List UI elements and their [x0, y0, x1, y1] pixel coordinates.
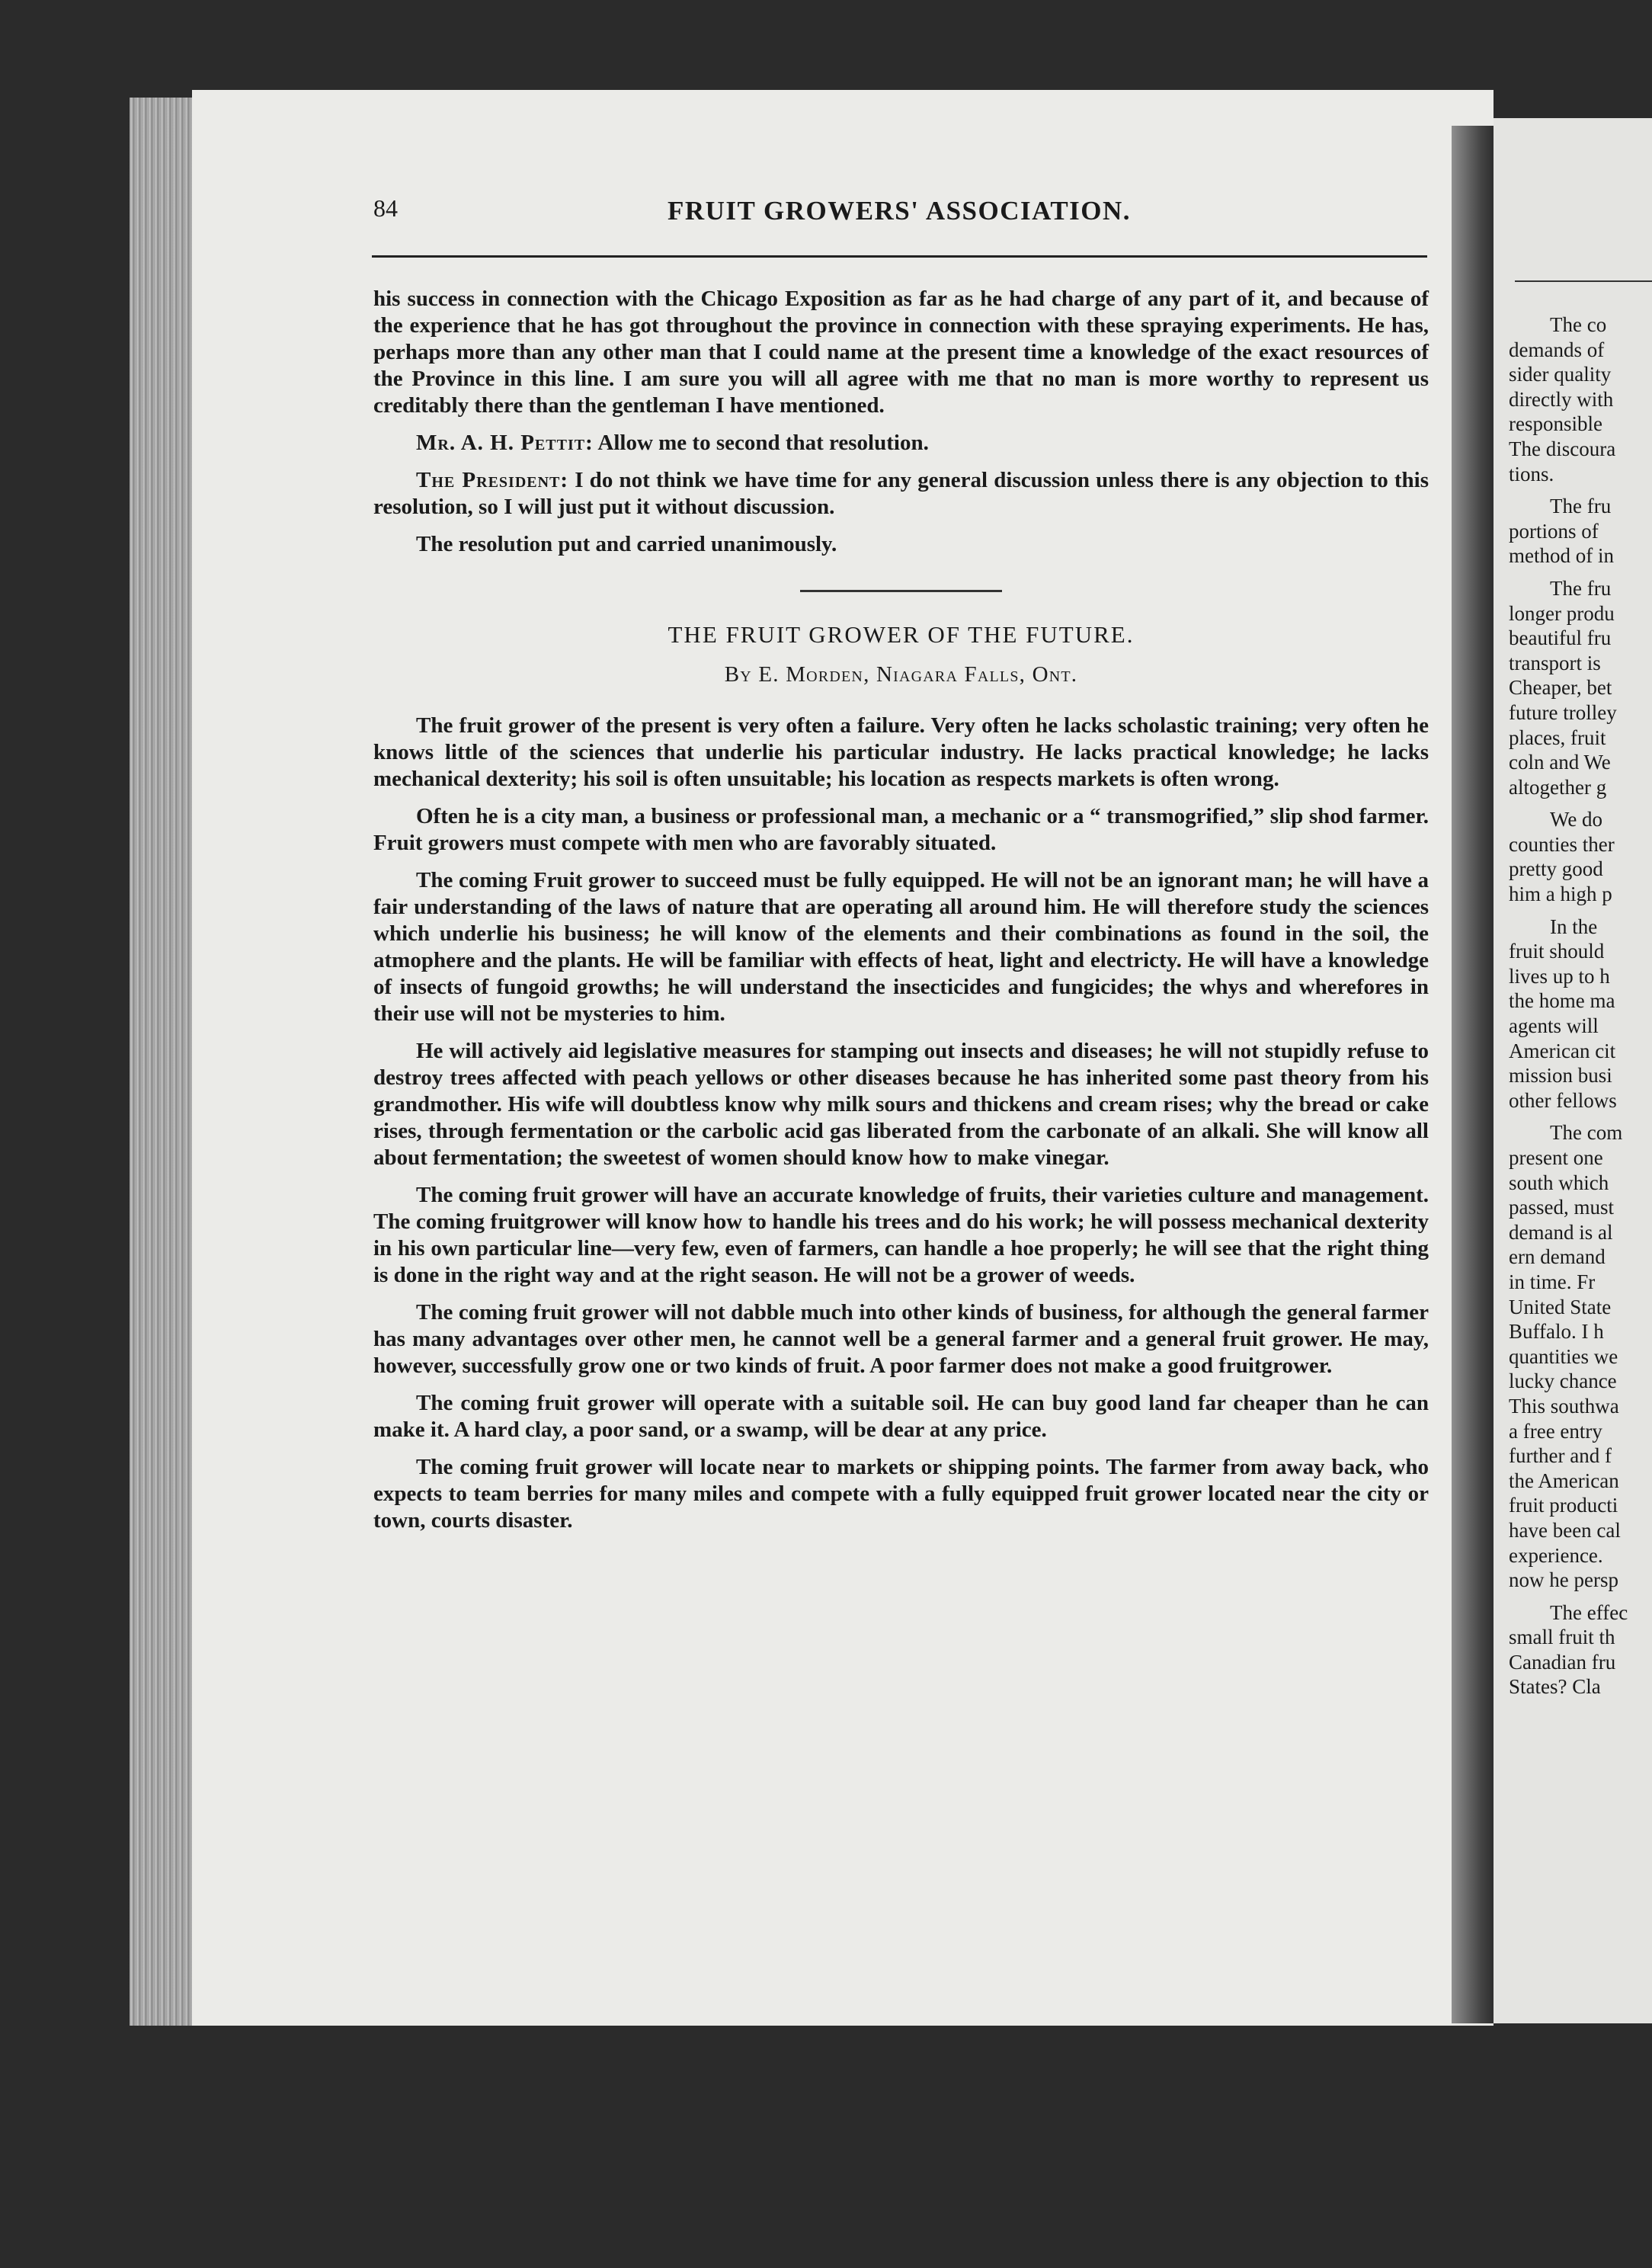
- right-page-line: south which: [1509, 1171, 1609, 1194]
- right-page-line: directly with: [1509, 387, 1614, 411]
- right-page-line: lives up to h: [1509, 964, 1610, 988]
- right-page-line: further and f: [1509, 1444, 1612, 1468]
- article-title: THE FRUIT GROWER OF THE FUTURE.: [668, 621, 1135, 648]
- right-page-line: have been cal: [1509, 1518, 1621, 1542]
- right-page-line: places, fruit: [1509, 726, 1606, 749]
- speech-text: Allow me to second that resolution.: [593, 431, 929, 455]
- speaker-name: The President:: [416, 468, 569, 492]
- right-page-line: other fellows: [1509, 1088, 1617, 1112]
- section-divider: [800, 590, 1002, 592]
- right-page-line: longer produ: [1509, 601, 1615, 625]
- right-page-line: Buffalo. I h: [1509, 1320, 1604, 1344]
- right-page-line: fruit producti: [1509, 1494, 1618, 1517]
- article-byline: By E. Morden, Niagara Falls, Ont.: [724, 662, 1078, 687]
- body-paragraph: The coming Fruit grower to succeed must be fully equipped. He will not be an ignorant man; he will have a fair understanding of the laws of nature that are operating all around him. He will therefore study the sciences which underlie his business; he will know of the elements and their combinations as found in the soil, the atmophere and the plants. He will be familiar with effects of heat, light and electricty. He will have a knowledge of insects of fungoid growths; he will understand the insecticides and fungicides; the whys and wherefores in their use will not be mysteries to him.: [373, 868, 1429, 1026]
- right-page-line: altogether g: [1509, 775, 1607, 799]
- right-page-line: in time. Fr: [1509, 1270, 1596, 1293]
- body-paragraph: He will actively aid legislative measures for stamping out insects and diseases; he will not stupidly refuse to destroy trees affected with peach yellows or other diseases because he has inherited some past theory from his grandmother. His wife will doubtless know why milk sours and thickens and cream rises; why the bread or cake rises, through fermentation or the carbolic acid gas liberated from the carbonate of an alkali. She will know all about fermentation; the sweetest of women should know how to make vinegar.: [373, 1039, 1429, 1170]
- body-paragraph: Often he is a city man, a business or professional man, a mechanic or a “ transmogrified,” slip shod farmer. Fruit growers must compete with men who are favorably situated.: [373, 804, 1429, 855]
- body-paragraph: The coming fruit grower will have an accurate knowledge of fruits, their varieties culture and management. The coming fruitgrower will know how to handle his trees and do his work; he will possess mechanical dexterity in his own particular line—very few, even of farmers, can handle a hoe properly; he will see that the right thing is done in the right way and at the right season. He will not be a grower of weeds.: [373, 1183, 1429, 1287]
- right-page-line: demands of: [1509, 338, 1605, 361]
- body-paragraph: The coming fruit grower will locate near to markets or shipping points. The farmer from away back, who expects to team berries for many miles and compete with a fully equipped fruit grower located near the city or town, courts disaster.: [373, 1455, 1429, 1533]
- right-page-line: lucky chance: [1509, 1369, 1617, 1393]
- right-page-line: agents will: [1509, 1014, 1599, 1038]
- text-column: [373, 286, 1429, 1545]
- right-page-line: This southwa: [1509, 1394, 1619, 1418]
- right-page-line: transport is: [1509, 651, 1601, 674]
- body-paragraph: The coming fruit grower will operate with a suitable soil. He can buy good land far cheaper than he can make it. A hard clay, a poor sand, or a swamp, will be dear at any price.: [373, 1391, 1429, 1442]
- right-page-header-rule: [1515, 280, 1652, 282]
- right-page-line: pretty good: [1509, 857, 1603, 881]
- speech-text: I do not think we have time for any general discussion unless there is any objection to this resolution, so I will just put it without discussion.: [373, 468, 1429, 519]
- right-page-line: The co: [1550, 313, 1607, 336]
- right-page-line: future trolley: [1509, 700, 1617, 724]
- right-page-line: responsible: [1509, 412, 1602, 436]
- right-page-line: demand is al: [1509, 1220, 1613, 1244]
- header-rule: [372, 255, 1427, 258]
- right-page-line: Cheaper, bet: [1509, 676, 1612, 700]
- right-page-line: United State: [1509, 1295, 1612, 1318]
- right-page-line: present one: [1509, 1146, 1603, 1169]
- pettit-remark: [373, 430, 1429, 456]
- right-page-line: the home ma: [1509, 989, 1615, 1013]
- right-page-line: small fruit th: [1509, 1626, 1615, 1649]
- right-page-line: ern demand: [1509, 1245, 1606, 1269]
- right-page-line: portions of: [1509, 519, 1599, 543]
- president-remark: [373, 467, 1429, 521]
- body-paragraph: The coming fruit grower will not dabble much into other kinds of business, for although the general farmer has many advantages over other men, he cannot well be a general farmer and a general fruit grower. He may, however, successfully grow one or two kinds of fruit. A poor farmer does not make a good fruitgrower.: [373, 1300, 1429, 1378]
- right-page-line: counties ther: [1509, 832, 1615, 856]
- right-page-line: quantities we: [1509, 1344, 1618, 1368]
- right-page-line: the American: [1509, 1469, 1619, 1492]
- page-number: 84: [373, 194, 398, 222]
- right-page-line: mission busi: [1509, 1064, 1612, 1088]
- right-page-line: method of in: [1509, 544, 1614, 568]
- resolution-note: The resolution put and carried unanimously.: [416, 532, 837, 556]
- running-header: [373, 194, 1425, 240]
- right-page-line: The fru: [1550, 576, 1612, 600]
- right-page-text: [1509, 312, 1652, 1699]
- right-page-line: American cit: [1509, 1039, 1616, 1062]
- right-page-line: him a high p: [1509, 883, 1612, 906]
- right-page-line: Canadian fru: [1509, 1650, 1616, 1674]
- right-page-line: passed, must: [1509, 1196, 1614, 1219]
- running-header-title: FRUIT GROWERS' ASSOCIATION.: [667, 196, 1132, 226]
- book-page-edges: [130, 98, 198, 2026]
- right-page-line: States? Cla: [1509, 1675, 1601, 1699]
- book-gutter: [1452, 126, 1494, 2023]
- right-page-line: coln and We: [1509, 751, 1611, 774]
- right-page-line: In the: [1550, 915, 1598, 938]
- right-page-line: The fru: [1550, 495, 1612, 518]
- continued-paragraph: his success in connection with the Chicago Exposition as far as he had charge of any part of it, and because of the experience that he has got throughout the province in connection with these spraying experiments. He has, perhaps more than any other man that I could name at the present time a knowledge of the exact resources of the Province in this line. I am sure you will all agree with me that no man is more worthy to represent us creditably there than the gentleman I have mentioned.: [373, 287, 1429, 418]
- right-page-line: beautiful fru: [1509, 626, 1612, 650]
- right-page-line: now he persp: [1509, 1568, 1618, 1592]
- right-page-line: a free entry: [1509, 1419, 1602, 1443]
- right-page-line: sider quality: [1509, 363, 1612, 386]
- body-paragraph: The fruit grower of the present is very often a failure. Very often he lacks scholastic training; very often he knows little of the sciences that underlie his particular industry. He lacks practical knowledge; he lacks mechanical dexterity; his soil is often unsuitable; his location as respects markets is often wrong.: [373, 713, 1429, 791]
- right-page-line: The discoura: [1509, 437, 1616, 460]
- right-page-line: fruit should: [1509, 940, 1605, 963]
- right-page-line: experience.: [1509, 1543, 1603, 1567]
- speaker-name: Mr. A. H. Pettit:: [416, 431, 594, 455]
- right-page: [1494, 118, 1652, 2023]
- right-page-line: tions.: [1509, 462, 1554, 485]
- right-page-line: We do: [1550, 808, 1603, 831]
- right-page-line: The com: [1550, 1121, 1623, 1145]
- right-page-line: The effec: [1550, 1600, 1628, 1624]
